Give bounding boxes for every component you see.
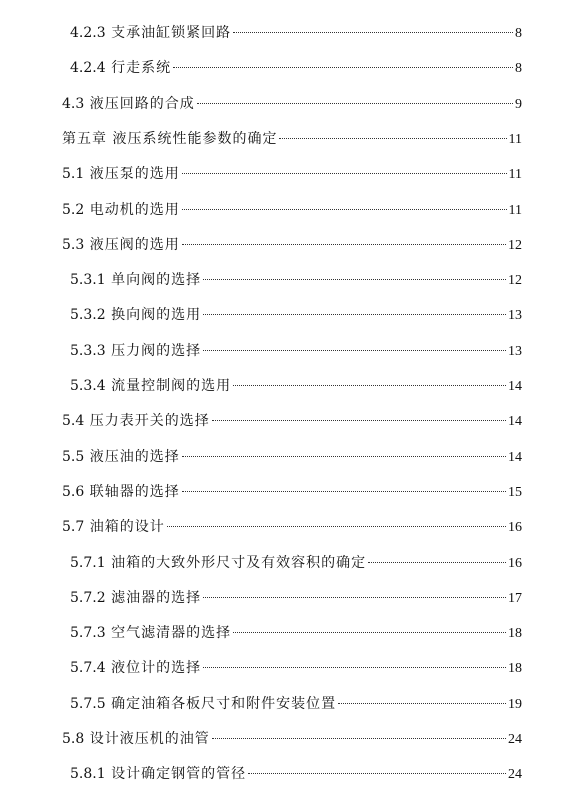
- toc-entry-title: [70, 656, 201, 680]
- toc-entry-text: 支承油缸锁紧回路: [111, 25, 232, 41]
- toc-entry-title: [62, 727, 210, 751]
- dot-leader: [173, 67, 513, 68]
- toc-entry-text: 空气滤清器的选择: [111, 625, 232, 641]
- toc-entry-title: [62, 409, 210, 433]
- toc-entry-title: [70, 586, 201, 610]
- toc-entry-text: 联轴器的选择: [89, 484, 180, 500]
- toc-entry-text: 流量控制阀的选用: [111, 378, 232, 394]
- toc-entry-page-number: 24: [508, 732, 522, 747]
- toc-entry-title: [62, 127, 277, 151]
- toc-entry-number: 5.5: [62, 449, 85, 465]
- toc-entry-title: [70, 56, 171, 80]
- toc-entry[interactable]: [62, 127, 522, 151]
- toc-entry-text: 压力表开关的选择: [89, 413, 210, 429]
- toc-entry-number: 5.2: [62, 202, 85, 218]
- toc-entry[interactable]: [70, 339, 522, 363]
- toc-entry[interactable]: [62, 198, 522, 222]
- toc-entry-page-number: 18: [508, 661, 522, 676]
- toc-entry-page-number: 12: [508, 238, 522, 253]
- toc-entry-title: [62, 162, 180, 186]
- toc-entry-number: 5.3.1: [70, 272, 106, 288]
- dot-leader: [233, 632, 506, 633]
- toc-entry-title: [62, 515, 165, 539]
- dot-leader: [182, 173, 507, 174]
- toc-entry[interactable]: [70, 56, 522, 80]
- dot-leader: [248, 773, 506, 774]
- toc-entry-title: [62, 480, 180, 504]
- toc-entry-text: 滤油器的选择: [111, 590, 202, 606]
- toc-entry-text: 压力阀的选择: [111, 343, 202, 359]
- toc-entry-title: [62, 198, 180, 222]
- dot-leader: [182, 244, 506, 245]
- toc-entry-text: 液压油的选择: [89, 449, 180, 465]
- toc-entry[interactable]: [62, 727, 522, 751]
- dot-leader: [167, 526, 506, 527]
- dot-leader: [233, 385, 506, 386]
- toc-entry-text: 单向阀的选择: [111, 272, 202, 288]
- toc-entry-title: [70, 692, 336, 716]
- dot-leader: [203, 279, 506, 280]
- toc-entry-text: 第五章 液压系统性能参数的确定: [62, 131, 278, 147]
- toc-entry-title: [62, 445, 180, 469]
- dot-leader: [203, 350, 506, 351]
- dot-leader: [203, 314, 506, 315]
- toc-entry-title: [70, 339, 201, 363]
- toc-entry-text: 油箱的大致外形尺寸及有效容积的确定: [111, 555, 367, 571]
- toc-entry-page-number: 15: [508, 485, 522, 500]
- toc-entry-number: 5.7.1: [70, 555, 106, 571]
- toc-entry-number: 5.3: [62, 237, 85, 253]
- toc-entry-page-number: 13: [508, 344, 522, 359]
- toc-entry-number: 5.3.4: [70, 378, 106, 394]
- toc-entry-page-number: 16: [508, 556, 522, 571]
- toc-entry-page-number: 19: [508, 697, 522, 712]
- toc-entry[interactable]: [70, 621, 522, 645]
- toc-entry-title: [70, 303, 201, 327]
- toc-entry[interactable]: [70, 656, 522, 680]
- toc-entry-number: 4.2.4: [70, 60, 106, 76]
- dot-leader: [197, 103, 513, 104]
- toc-entry[interactable]: [70, 551, 522, 575]
- toc-entry-text: 行走系统: [111, 60, 172, 76]
- toc-entry-number: 5.7.2: [70, 590, 106, 606]
- toc-entry-text: 液压回路的合成: [89, 96, 195, 112]
- toc-entry-text: 设计液压机的油管: [89, 731, 210, 747]
- toc-entry[interactable]: [70, 374, 522, 398]
- toc-entry-text: 液位计的选择: [111, 660, 202, 676]
- toc-entry-number: 5.7.4: [70, 660, 106, 676]
- dot-leader: [212, 738, 506, 739]
- toc-entry[interactable]: [70, 762, 522, 786]
- toc-entry-text: 油箱的设计: [89, 519, 165, 535]
- toc-entry-number: 5.8: [62, 731, 85, 747]
- toc-entry-page-number: 18: [508, 626, 522, 641]
- toc-entry-page-number: 14: [508, 379, 522, 394]
- dot-leader: [182, 209, 507, 210]
- toc-entry-number: 5.7: [62, 519, 85, 535]
- dot-leader: [203, 597, 506, 598]
- toc-entry-page-number: 8: [515, 61, 522, 76]
- toc-entry[interactable]: [70, 586, 522, 610]
- toc-entry[interactable]: [62, 445, 522, 469]
- toc-entry-title: [70, 374, 231, 398]
- toc-entry-number: 5.3.3: [70, 343, 106, 359]
- toc-entry-number: 5.1: [62, 166, 85, 182]
- dot-leader: [212, 420, 506, 421]
- dot-leader: [182, 456, 506, 457]
- toc-entry-page-number: 14: [508, 414, 522, 429]
- toc-entry[interactable]: [62, 409, 522, 433]
- toc-entry-page-number: 12: [508, 273, 522, 288]
- toc-entry[interactable]: [70, 268, 522, 292]
- toc-entry[interactable]: [62, 92, 522, 116]
- toc-entry-page-number: 11: [508, 203, 522, 218]
- toc-entry-title: [62, 233, 180, 257]
- toc-entry-page-number: 11: [508, 132, 522, 147]
- toc-entry-page-number: 9: [515, 97, 522, 112]
- toc-entry-page-number: 14: [508, 450, 522, 465]
- toc-entry[interactable]: [70, 303, 522, 327]
- toc-entry-title: [70, 551, 366, 575]
- toc-entry[interactable]: [70, 21, 522, 45]
- dot-leader: [368, 562, 506, 563]
- toc-entry[interactable]: [62, 515, 522, 539]
- toc-entry-page-number: 17: [508, 591, 522, 606]
- toc-entry-number: 5.6: [62, 484, 85, 500]
- toc-entry-title: [70, 268, 201, 292]
- toc-entry-title: [62, 92, 195, 116]
- toc-entry-text: 液压阀的选用: [89, 237, 180, 253]
- toc-entry-text: 电动机的选用: [89, 202, 180, 218]
- toc-entry-text: 液压泵的选用: [89, 166, 180, 182]
- toc-entry-page-number: 16: [508, 520, 522, 535]
- toc-entry-text: 换向阀的选用: [111, 307, 202, 323]
- toc-entry-page-number: 24: [508, 767, 522, 782]
- dot-leader: [233, 32, 513, 33]
- toc-entry[interactable]: [62, 233, 522, 257]
- toc-entry[interactable]: [70, 692, 522, 716]
- toc-entry-number: 5.7.3: [70, 625, 106, 641]
- dot-leader: [203, 667, 506, 668]
- toc-entry[interactable]: [62, 480, 522, 504]
- toc-entry-page-number: 11: [508, 167, 522, 182]
- toc-entry-title: [70, 762, 246, 786]
- dot-leader: [182, 491, 506, 492]
- toc-entry-title: [70, 621, 231, 645]
- toc-entry-number: 5.8.1: [70, 766, 106, 782]
- toc-entry-number: 5.7.5: [70, 696, 106, 712]
- toc-entry-number: 5.3.2: [70, 307, 106, 323]
- toc-entry-page-number: 8: [515, 26, 522, 41]
- toc-entry-text: 设计确定钢管的管径: [111, 766, 247, 782]
- toc-entry-number: 4.2.3: [70, 25, 106, 41]
- toc-entry-number: 4.3: [62, 96, 85, 112]
- toc-entry-title: [70, 21, 231, 45]
- toc-entry-text: 确定油箱各板尺寸和附件安装位置: [111, 696, 337, 712]
- toc-entry-number: 5.4: [62, 413, 85, 429]
- toc-entry-page-number: 13: [508, 308, 522, 323]
- dot-leader: [279, 138, 506, 139]
- dot-leader: [338, 703, 506, 704]
- toc-entry[interactable]: [62, 162, 522, 186]
